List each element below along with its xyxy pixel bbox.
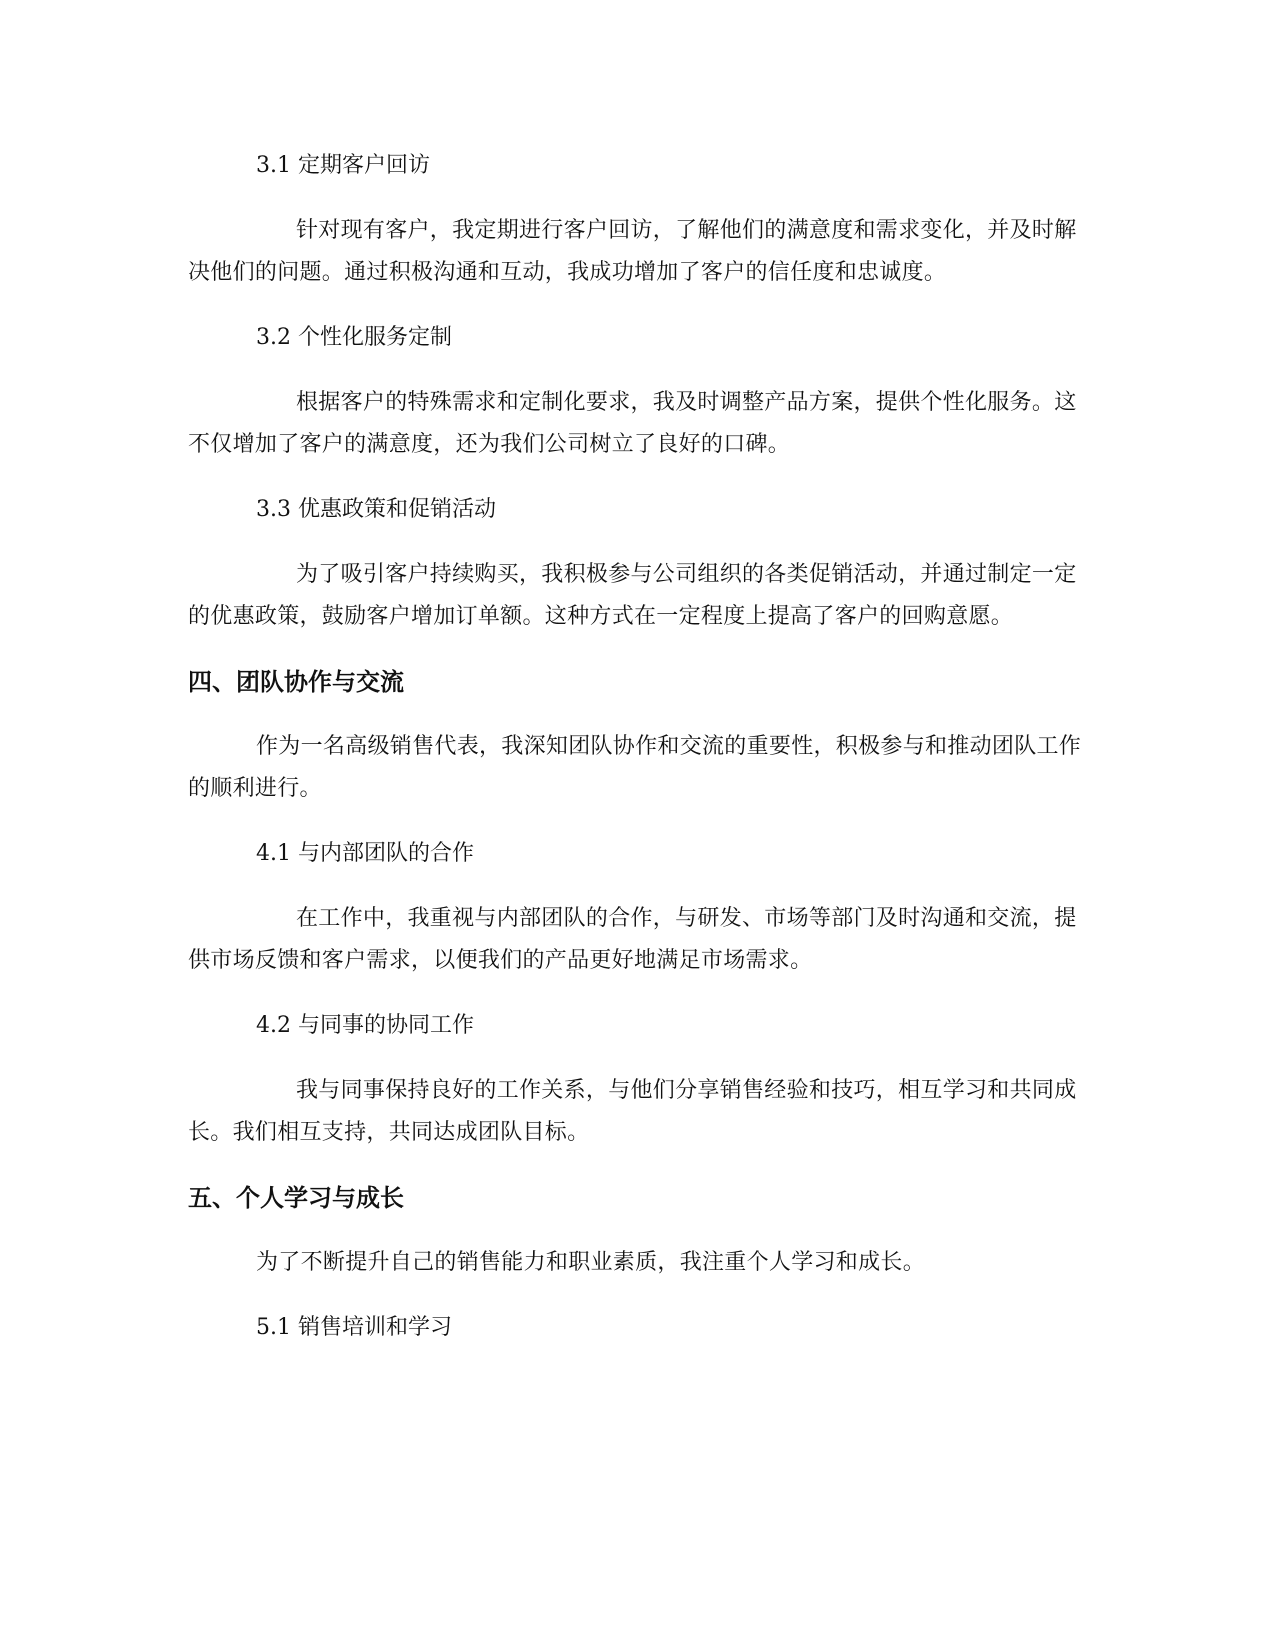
subheading-5-1: 5.1 销售培训和学习 [256, 1315, 452, 1340]
subheading-3-2: 3.2 个性化服务定制 [256, 325, 452, 350]
section-heading-4: 四、团队协作与交流 [188, 668, 404, 696]
paragraph-4-2: 我与同事保持良好的工作关系，与他们分享销售经验和技巧，相互学习和共同成长。我们相互支持，共同达成团队目标。 [188, 1078, 1077, 1145]
section-heading-5: 五、个人学习与成长 [188, 1184, 404, 1212]
subheading-4-2: 4.2 与同事的协同工作 [256, 1013, 474, 1038]
subheading-4-1: 4.1 与内部团队的合作 [256, 841, 474, 866]
paragraph-3-3: 为了吸引客户持续购买，我积极参与公司组织的各类促销活动，并通过制定一定的优惠政策，鼓励客户增加订单额。这种方式在一定程度上提高了客户的回购意愿。 [188, 562, 1077, 629]
paragraph-5-intro: 为了不断提升自己的销售能力和职业素质，我注重个人学习和成长。 [256, 1250, 926, 1275]
document-body [188, 145, 1088, 1372]
subheading-3-3: 3.3 优惠政策和促销活动 [256, 497, 496, 522]
paragraph-3-2: 根据客户的特殊需求和定制化要求，我及时调整产品方案，提供个性化服务。这不仅增加了客户的满意度，还为我们公司树立了良好的口碑。 [188, 390, 1077, 457]
subheading-3-1: 3.1 定期客户回访 [256, 153, 430, 178]
paragraph-4-1: 在工作中，我重视与内部团队的合作，与研发、市场等部门及时沟通和交流，提供市场反馈和客户需求，以便我们的产品更好地满足市场需求。 [188, 906, 1077, 973]
paragraph-4-intro: 作为一名高级销售代表，我深知团队协作和交流的重要性，积极参与和推动团队工作的顺利进行。 [188, 734, 1082, 801]
paragraph-3-1: 针对现有客户，我定期进行客户回访，了解他们的满意度和需求变化，并及时解决他们的问题。通过积极沟通和互动，我成功增加了客户的信任度和忠诚度。 [188, 218, 1077, 285]
